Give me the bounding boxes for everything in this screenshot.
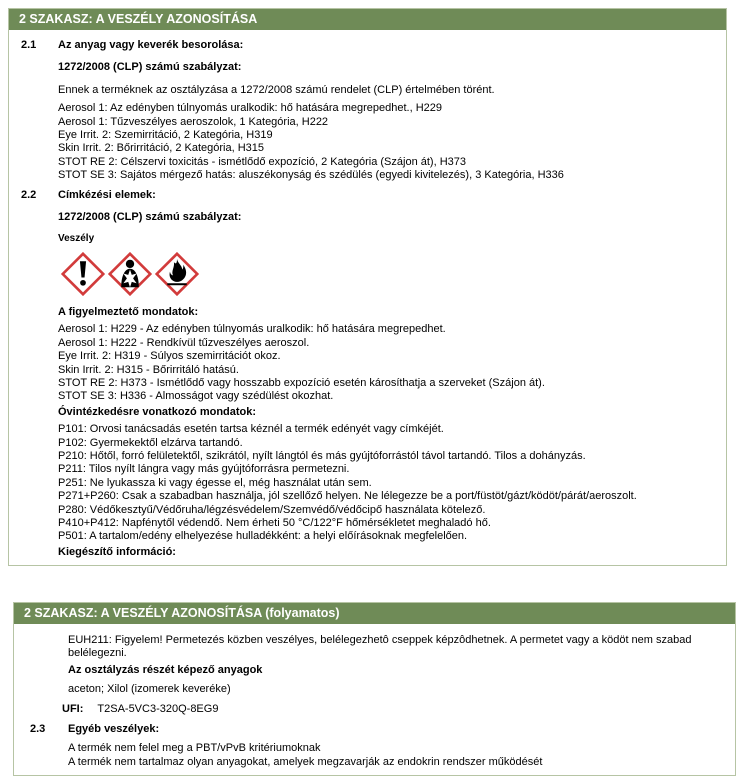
ghs02-flame-icon — [155, 252, 199, 296]
ufi-value: T2SA-5VC3-320Q-8EG9 — [97, 702, 219, 715]
hazard-statement-line: STOT SE 3: H336 - Almosságot vagy szédülést okozhat. — [58, 390, 334, 403]
precaution-statement-line: P410+P412: Napfénytől védendő. Nem érheti 50 °C/122°F hőmérsékletet meghaladó hő. — [58, 516, 491, 529]
ufi-label: UFI: — [62, 702, 84, 715]
clause-2-3-number: 2.3 — [30, 723, 46, 736]
precaution-statement-line: P102: Gyermekektől elzárva tartandó. — [58, 436, 243, 449]
euh-statement: EUH211: Figyelem! Permetezés közben veszélyes, belélegezhetô cseppek képzôdhetnek. A permetet vagy a ködöt nem szabad belélegezni. — [68, 634, 692, 660]
section-2-box — [8, 8, 727, 566]
precaution-statement-line: P280: Védőkesztyű/Védőruha/légzésvédelem/Szemvédő/védőcipő használata kötelező. — [58, 503, 486, 516]
precaution-statement-line: P501: A tartalom/edény elhelyezése hulladékként: a helyi előírásoknak megfelelően. — [58, 530, 468, 543]
signal-word: Veszély — [58, 233, 95, 245]
clause-2-1-number: 2.1 — [21, 39, 37, 51]
hazard-statement-line: STOT RE 2: H373 - Ismétlődő vagy hosszabb expozíció esetén károsíthatja a szerveket (Szájon át). — [58, 376, 545, 389]
other-hazard-line: A termék nem tartalmaz olyan anyagokat, amelyek megzavarják az endokrin rendszer működését — [68, 755, 543, 768]
ufi-row — [62, 703, 735, 716]
clause-2-2 — [9, 189, 726, 202]
ghs07-exclamation-icon — [61, 252, 105, 296]
classification-line: Skin Irrit. 2: Bőrirritáció, 2 Kategória, H315 — [58, 142, 265, 155]
clause-2-2-number: 2.2 — [21, 188, 37, 201]
classification-line: Aerosol 1: Az edényben túlnyomás uralkodik: hő hatására megrepedhet., H229 — [58, 102, 443, 115]
section-2-continued-header: 2 SZAKASZ: A VESZÉLY AZONOSÍTÁSA (folyamatos) — [14, 603, 735, 624]
precaution-statement-line: P271+P260: Csak a szabadban használja, jól szellőző helyen. Ne lélegezze be a port/füstöt/gázt/ködöt/párát/aeroszolt. — [58, 490, 637, 503]
clause-2-1-title: Az anyag vagy keverék besorolása: — [58, 39, 244, 51]
classification-line: Eye Irrit. 2: Szemirritáció, 2 Kategória, H319 — [58, 129, 273, 142]
hazard-statement-line: Aerosol 1: H229 - Az edényben túlnyomás uralkodik: hő hatására megrepedhet. — [58, 323, 446, 336]
classification-intro: Ennek a terméknek az osztályzása a 1272/2008 számú rendelet (CLP) értelmében törént. — [58, 83, 495, 96]
hazard-statements-list — [58, 323, 716, 403]
other-hazard-line: A termék nem felel meg a PBT/vPvB kritériumoknak — [68, 742, 321, 755]
classification-list — [58, 102, 716, 182]
classification-line: STOT RE 2: Célszervi toxicitás - ismétlődő expozíció, 2 Kategória (Szájon át), H373 — [58, 155, 466, 168]
hazard-statement-line: Skin Irrit. 2: H315 - Bőrirritáló hatású. — [58, 363, 239, 376]
section-2-continued-box — [13, 602, 736, 776]
substances-heading: Az osztályzás részét képező anyagok — [68, 663, 263, 676]
precaution-statement-line: P251: Ne lyukassza ki vagy égesse el, még használat után sem. — [58, 476, 372, 489]
supplementary-info-heading: Kiegészítő információ: — [58, 545, 176, 558]
precaution-statement-line: P210: Hőtől, forró felületektől, szikrától, nyílt lángtól és más gyújtóforrástól távol tartandó. Tilos a dohányzás. — [58, 449, 586, 462]
substances-value: aceton; Xilol (izomerek keveréke) — [68, 683, 231, 696]
clause-2-2-title: Címkézési elemek: — [58, 188, 156, 201]
precaution-statements-list — [58, 423, 716, 544]
clause-2-3-title: Egyéb veszélyek: — [68, 723, 160, 736]
ghs-pictogram-row — [61, 251, 726, 297]
clp-regulation-heading: 1272/2008 (CLP) számú szabályzat: — [58, 61, 242, 74]
ghs08-health-hazard-icon — [108, 252, 152, 296]
precaution-statements-heading: Óvintézkedésre vonatkozó mondatok: — [58, 405, 257, 418]
precaution-statement-line: P101: Orvosi tanácsadás esetén tartsa kéznél a termék edényét vagy címkéjét. — [58, 423, 444, 436]
classification-line: Aerosol 1: Tűzveszélyes aeroszolok, 1 Kategória, H222 — [58, 115, 329, 128]
hazard-statements-heading: A figyelmeztető mondatok: — [58, 305, 199, 318]
clause-2-1 — [9, 39, 726, 52]
section-2-header: 2 SZAKASZ: A VESZÉLY AZONOSÍTÁSA — [9, 9, 726, 30]
hazard-statement-line: Aerosol 1: H222 - Rendkívül tűzveszélyes aeroszol. — [58, 336, 310, 349]
clp-regulation-heading-2: 1272/2008 (CLP) számú szabályzat: — [58, 211, 242, 224]
classification-line: STOT SE 3: Sajátos mérgező hatás: aluszékonyság és szédülés (egyedi kivitelezés), 3 Kategória, H336 — [58, 169, 564, 182]
other-hazards-lines — [68, 742, 725, 769]
hazard-statement-line: Eye Irrit. 2: H319 - Súlyos szemirritációt okoz. — [58, 350, 281, 363]
precaution-statement-line: P211: Tilos nyílt lángra vagy más gyújtóforrásra permetezni. — [58, 463, 350, 476]
clause-2-3 — [14, 723, 735, 736]
